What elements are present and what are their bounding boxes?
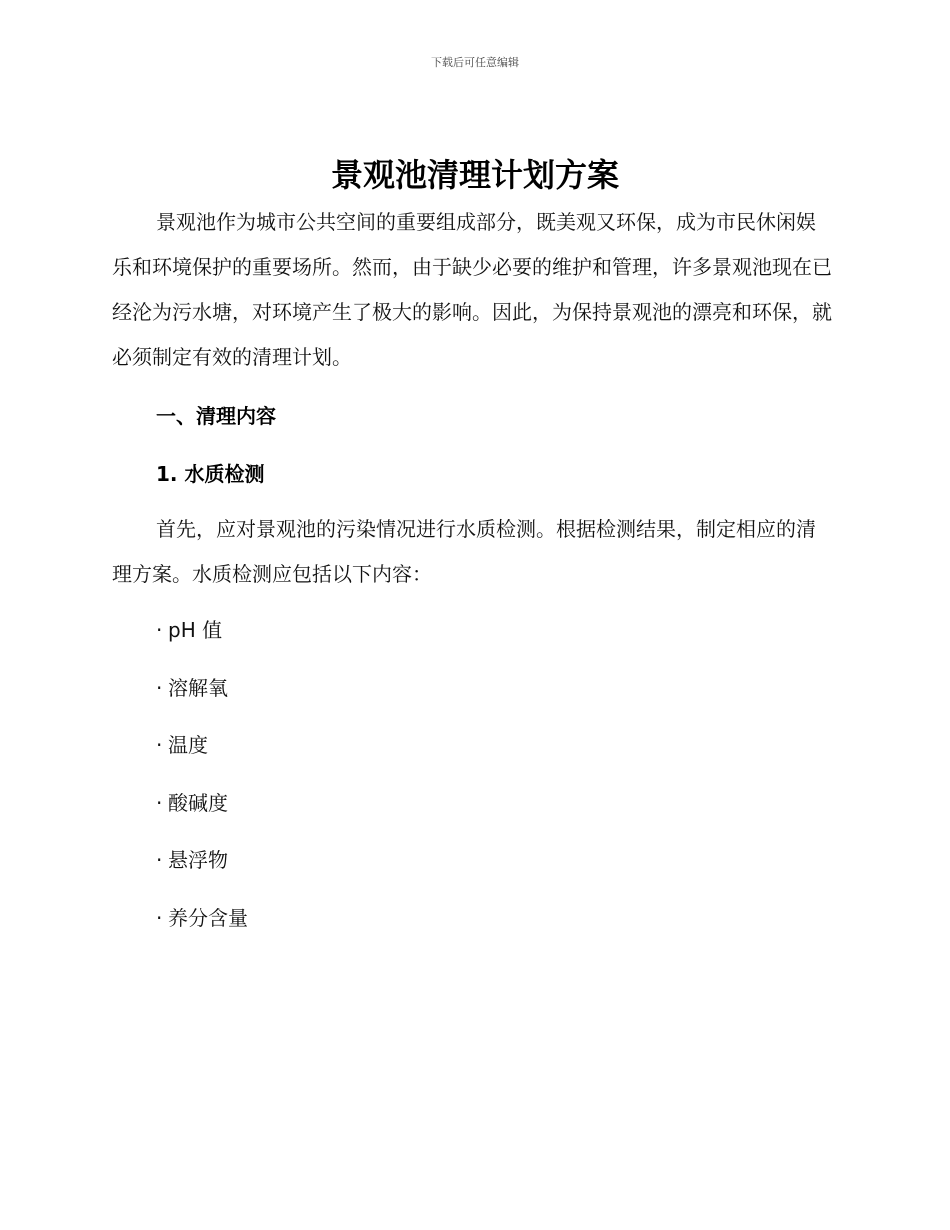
list-item-label: 悬浮物 <box>168 848 228 872</box>
list-item <box>156 673 248 731</box>
list-item-label: 养分含量 <box>168 905 248 930</box>
list-item-label: pH 值 <box>168 618 223 642</box>
list-item <box>156 730 248 788</box>
bullet-icon: · <box>156 848 163 872</box>
bullet-icon: · <box>156 733 163 757</box>
document-title: 景观池清理计划方案 <box>330 156 619 194</box>
list-item-label: 酸碱度 <box>168 790 228 815</box>
bullet-icon: · <box>156 905 163 930</box>
list-item <box>156 845 248 903</box>
list-item-label: 溶解氧 <box>168 675 228 700</box>
list-item <box>156 903 248 961</box>
bullet-icon: · <box>156 618 163 642</box>
bullet-icon: · <box>156 790 163 815</box>
list-item-label: 温度 <box>168 733 208 757</box>
section-heading-cleaning-content: 一、清理内容 <box>156 404 276 428</box>
intro-paragraph: 景观池作为城市公共空间的重要组成部分，既美观又环保，成为市民休闲娱乐和环境保护的重要场所。然而，由于缺少必要的维护和管理，许多景观池现在已经沦为污水塘，对环境产生了极大的影响。因此，为保持景观池的漂亮和环保，就必须制定有效的清理计划。 <box>112 210 832 369</box>
water-quality-paragraph: 首先，应对景观池的污染情况进行水质检测。根据检测结果，制定相应的清理方案。水质检测应包括以下内容： <box>112 517 816 586</box>
bullet-icon: · <box>156 675 163 700</box>
subsection-heading-water-quality: 1. 水质检测 <box>156 462 265 486</box>
header-note: 下载后可任意编辑 <box>431 56 519 69</box>
list-item <box>156 615 248 673</box>
water-quality-items-list <box>156 615 248 960</box>
list-item <box>156 788 248 846</box>
